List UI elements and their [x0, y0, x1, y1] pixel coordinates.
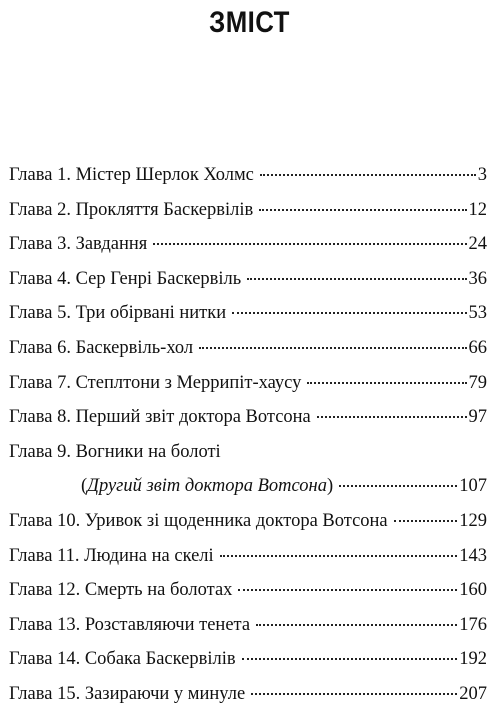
dot-leader — [259, 209, 466, 211]
toc-entry-title: Глава 12. Смерть на болотах — [9, 580, 233, 601]
toc-entry-subtitle — [81, 474, 333, 498]
toc-page-number: 36 — [468, 268, 487, 289]
toc-page-number: 107 — [459, 476, 487, 497]
toc-entry-12 — [9, 578, 487, 613]
toc-entry-title: Глава 10. Уривок зі щоденника доктора Вотсона — [9, 510, 388, 531]
toc-page-number: 143 — [459, 545, 487, 566]
toc-entry-14 — [9, 647, 487, 682]
toc-entry-title: Глава 1. Містер Шерлок Холмс — [9, 165, 254, 185]
page-title: ЗМІСТ — [209, 6, 290, 39]
toc-entry-8 — [9, 405, 487, 440]
toc-page-number: 192 — [459, 649, 487, 670]
dot-leader — [339, 485, 457, 487]
toc-entry-title: Глава 7. Степлтони з Меррипіт-хаусу — [9, 372, 302, 393]
toc-entry-5 — [9, 301, 487, 336]
toc-entry-7 — [9, 371, 487, 406]
toc-entry-title: Глава 14. Собака Баскервілів — [9, 649, 236, 670]
toc-entry-15 — [9, 682, 487, 717]
close-paren: ) — [326, 476, 334, 497]
toc-entry-title: Глава 3. Завдання — [9, 234, 148, 255]
dot-leader — [307, 382, 466, 384]
toc-entry-title: Глава 5. Три обірвані нитки — [9, 303, 227, 324]
dot-leader — [242, 658, 458, 660]
toc-entry-11 — [9, 544, 487, 579]
dot-leader — [247, 278, 466, 280]
toc-entry-title: Глава 15. Зазираючи у минуле — [9, 683, 246, 704]
dot-leader — [153, 243, 466, 245]
toc-entry-1 — [9, 163, 487, 198]
dot-leader — [394, 520, 458, 522]
toc-page-number: 53 — [468, 303, 487, 324]
toc-page-number: 3 — [477, 165, 487, 185]
dot-leader — [256, 624, 457, 626]
toc-entry-title: Глава 9. Вогники на болоті — [9, 441, 221, 462]
toc-page-number: 207 — [459, 683, 487, 704]
toc-page-number: 129 — [459, 510, 487, 531]
toc-page-number: 12 — [468, 199, 487, 220]
toc-page-number: 79 — [468, 372, 487, 393]
dot-leader — [199, 347, 466, 349]
toc-entry-9 — [9, 440, 487, 475]
subtitle-text: Другий звіт доктора Вотсона — [87, 476, 327, 497]
toc-entry-title: Глава 2. Прокляття Баскервілів — [9, 199, 254, 220]
toc-entry-4 — [9, 267, 487, 302]
toc-entry-2 — [9, 198, 487, 233]
toc-entry-title: Глава 13. Розставляючи тенета — [9, 614, 251, 635]
toc-page-number: 66 — [468, 337, 487, 358]
toc-entry-10 — [9, 509, 487, 544]
open-paren: ( — [81, 476, 88, 497]
toc-entry-13 — [9, 613, 487, 648]
table-of-contents — [9, 163, 487, 717]
dot-leader — [260, 174, 476, 176]
dot-leader — [232, 312, 466, 314]
toc-page-number: 97 — [468, 407, 487, 428]
toc-entry-title: Глава 4. Сер Генрі Баскервіль — [9, 268, 242, 289]
toc-entry-9-subtitle — [9, 474, 487, 509]
toc-page-number: 160 — [459, 580, 487, 601]
dot-leader — [317, 416, 467, 418]
toc-entry-title: Глава 6. Баскервіль-хол — [9, 337, 194, 358]
dot-leader — [238, 589, 457, 591]
toc-page-number: 176 — [459, 614, 487, 635]
toc-entry-title: Глава 8. Перший звіт доктора Вотсона — [9, 407, 311, 428]
dot-leader — [251, 693, 457, 695]
toc-entry-title: Глава 11. Людина на скелі — [9, 545, 214, 566]
toc-entry-3 — [9, 232, 487, 267]
dot-leader — [220, 555, 458, 557]
toc-entry-6 — [9, 336, 487, 371]
toc-page-number: 24 — [468, 234, 487, 255]
